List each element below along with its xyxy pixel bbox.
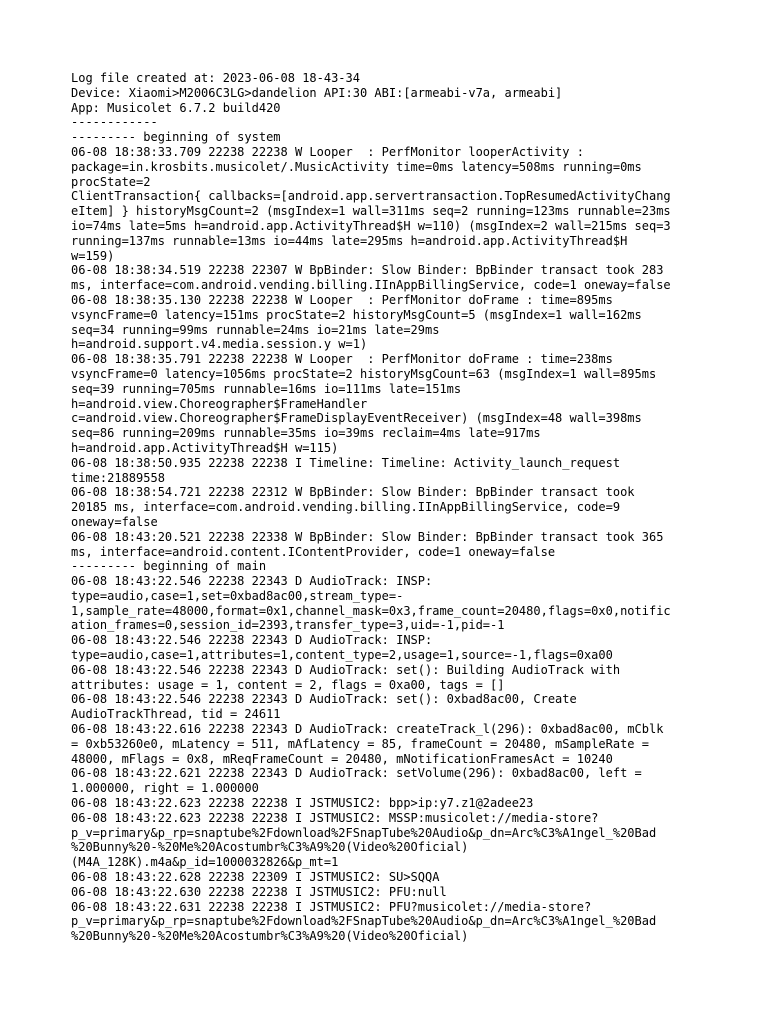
log-line: p_v=primary&p_rp=snaptube%2Fdownload%2FSnapTube%20Audio&p_dn=Arc%C3%A1ngel_%20Bad — [71, 914, 657, 929]
log-line: App: Musicolet 6.7.2 build420 — [71, 100, 281, 115]
log-line: = 0xb53260e0, mLatency = 511, mAfLatency = 85, frameCount = 20480, mSampleRate = — [71, 736, 649, 751]
log-line: ation_frames=0,session_id=2393,transfer_type=3,uid=-1,pid=-1 — [71, 618, 505, 633]
log-line: 1.000000, right = 1.000000 — [71, 781, 259, 796]
log-line: 06-08 18:38:54.721 22238 22312 W BpBinder: Slow Binder: BpBinder transact took — [71, 485, 635, 500]
log-line: 06-08 18:38:34.519 22238 22307 W BpBinder: Slow Binder: BpBinder transact took 283 — [71, 263, 664, 278]
log-line: seq=39 running=705ms runnable=16ms io=111ms late=151ms — [71, 381, 462, 396]
log-line: w=159) — [71, 248, 115, 263]
log-line: procState=2 — [71, 174, 151, 189]
log-line: ms, interface=android.content.IContentProvider, code=1 oneway=false — [71, 544, 556, 559]
log-line: seq=34 running=99ms runnable=24ms io=21ms late=29ms — [71, 322, 440, 337]
log-line: eItem] } historyMsgCount=2 (msgIndex=1 wall=311ms seq=2 running=123ms runnable=23ms — [71, 204, 671, 219]
log-line: vsyncFrame=0 latency=151ms procState=2 historyMsgCount=5 (msgIndex=1 wall=162ms — [71, 307, 642, 322]
log-line: 06-08 18:43:22.631 22238 22238 I JSTMUSIC2: PFU?musicolet://media-store? — [71, 899, 592, 914]
log-line: 06-08 18:43:22.546 22238 22343 D AudioTrack: INSP: — [71, 574, 433, 589]
log-line: 06-08 18:38:50.935 22238 22238 I Timeline: Timeline: Activity_launch_request — [71, 455, 621, 470]
log-line: 06-08 18:43:20.521 22238 22338 W BpBinder: Slow Binder: BpBinder transact took 365 — [71, 529, 664, 544]
log-line: Device: Xiaomi>M2006C3LG>dandelion API:30 ABI:[armeabi-v7a, armeabi] — [71, 85, 563, 100]
log-line: 06-08 18:43:22.546 22238 22343 D AudioTrack: set(): Building AudioTrack with — [71, 662, 621, 677]
log-line: type=audio,case=1,set=0xbad8ac00,stream_type=- — [71, 588, 404, 603]
log-line: ms, interface=com.android.vending.billing.IInAppBillingService, code=1 oneway=false — [71, 278, 671, 293]
log-line: Log file created at: 2023-06-08 18-43-34 — [71, 71, 360, 85]
log-line: 1,sample_rate=48000,format=0x1,channel_mask=0x3,frame_count=20480,flags=0x0,notific — [71, 603, 671, 618]
log-line: 06-08 18:43:22.623 22238 22238 I JSTMUSIC2: MSSP:musicolet://media-store? — [71, 810, 599, 825]
log-line: h=android.support.v4.media.session.y w=1) — [71, 337, 368, 352]
log-line: 06-08 18:43:22.546 22238 22343 D AudioTrack: INSP: — [71, 633, 433, 648]
log-line: 06-08 18:43:22.623 22238 22238 I JSTMUSIC2: bpp>ip:y7.z1@2adee23 — [71, 796, 534, 811]
log-line: 06-08 18:38:35.791 22238 22238 W Looper : PerfMonitor doFrame : time=238ms — [71, 352, 613, 367]
log-line: type=audio,case=1,attributes=1,content_type=2,usage=1,source=-1,flags=0xa00 — [71, 648, 613, 663]
log-line: --------- beginning of system — [71, 130, 281, 145]
log-line: vsyncFrame=0 latency=1056ms procState=2 historyMsgCount=63 (msgIndex=1 wall=895ms — [71, 366, 657, 381]
log-line: ClientTransaction{ callbacks=[android.app.servertransaction.TopResumedActivityChang — [71, 189, 671, 204]
log-line: 06-08 18:38:35.130 22238 22238 W Looper : PerfMonitor doFrame : time=895ms — [71, 292, 613, 307]
log-line: h=android.view.Choreographer$FrameHandler — [71, 396, 368, 411]
log-line: c=android.view.Choreographer$FrameDisplayEventReceiver) (msgIndex=48 wall=398ms — [71, 411, 642, 426]
log-line: 06-08 18:43:22.630 22238 22238 I JSTMUSIC2: PFU:null — [71, 884, 447, 899]
log-line: (M4A_128K).m4a&p_id=1000032826&p_mt=1 — [71, 855, 339, 870]
log-line: ------------ — [71, 115, 158, 130]
log-line: h=android.app.ActivityThread$H w=115) — [71, 440, 339, 455]
log-line: 06-08 18:43:22.616 22238 22343 D AudioTrack: createTrack_l(296): 0xbad8ac00, mCblk — [71, 722, 664, 737]
log-line: AudioTrackThread, tid = 24611 — [71, 707, 281, 722]
log-line: 06-08 18:43:22.621 22238 22343 D AudioTrack: setVolume(296): 0xbad8ac00, left = — [71, 766, 642, 781]
log-line: io=74ms late=5ms h=android.app.ActivityThread$H w=110) (msgIndex=2 wall=215ms seq=3 — [71, 218, 671, 233]
log-line: package=in.krosbits.musicolet/.MusicActivity time=0ms latency=508ms running=0ms — [71, 159, 642, 174]
log-line: 06-08 18:38:33.709 22238 22238 W Looper : PerfMonitor looperActivity : — [71, 144, 584, 159]
log-line: %20Bunny%20-%20Me%20Acostumbr%C3%A9%20(Video%20Oficial) — [71, 840, 469, 855]
log-line: --------- beginning of main — [71, 559, 267, 574]
log-document — [71, 71, 711, 944]
log-line: attributes: usage = 1, content = 2, flags = 0xa00, tags = [] — [71, 677, 505, 692]
log-line: running=137ms runnable=13ms io=44ms late=295ms h=android.app.ActivityThread$H — [71, 233, 628, 248]
log-line: seq=86 running=209ms runnable=35ms io=39ms reclaim=4ms late=917ms — [71, 426, 541, 441]
log-line: 48000, mFlags = 0x8, mReqFrameCount = 20480, mNotificationFramesAct = 10240 — [71, 751, 613, 766]
log-line: %20Bunny%20-%20Me%20Acostumbr%C3%A9%20(Video%20Oficial) — [71, 929, 469, 944]
log-line: p_v=primary&p_rp=snaptube%2Fdownload%2FSnapTube%20Audio&p_dn=Arc%C3%A1ngel_%20Bad — [71, 825, 657, 840]
log-line: 06-08 18:43:22.628 22238 22309 I JSTMUSIC2: SU>SQQA — [71, 870, 440, 885]
log-line: 06-08 18:43:22.546 22238 22343 D AudioTrack: set(): 0xbad8ac00, Create — [71, 692, 577, 707]
log-line: time:21889558 — [71, 470, 165, 485]
log-line: 20185 ms, interface=com.android.vending.billing.IInAppBillingService, code=9 — [71, 500, 621, 515]
log-line: oneway=false — [71, 514, 158, 529]
